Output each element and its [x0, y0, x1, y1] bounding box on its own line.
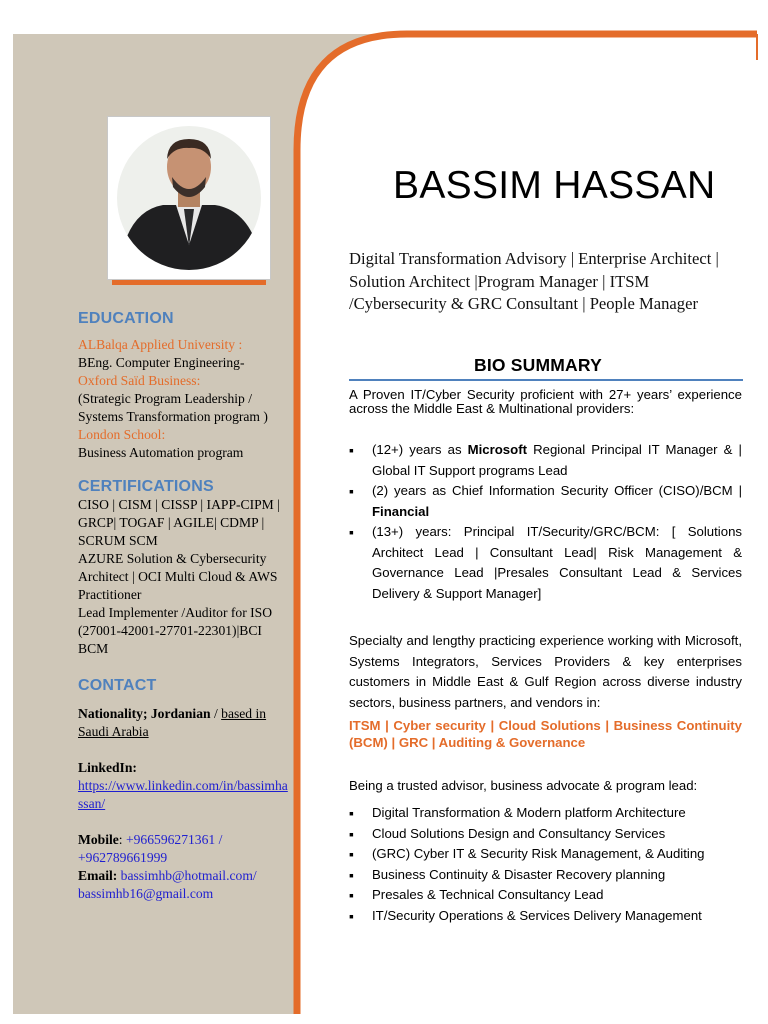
profile-photo-image [108, 117, 270, 279]
specialty-paragraph: Specialty and lengthy practicing experience working with Microsoft, Systems Integrators, Services Providers & key enterprises customers in Middle East & Gulf Region across diverse industry sectors, business partners, and vendors in: [349, 633, 742, 710]
certifications-line: AZURE Solution & Cybersecurity Architect | OCI Multi Cloud & AWS Practitioner [78, 551, 278, 602]
mobile-line [78, 831, 290, 867]
role-post: Regional Principal IT Manager & | Global IT Support programs Lead [372, 442, 742, 478]
linkedin-link[interactable]: https://www.linkedin.com/in/bassimhassan/ [78, 778, 288, 811]
email-line [78, 867, 290, 903]
education-school: Oxford Saïd Business: [78, 373, 201, 388]
email-value[interactable]: bassimhb@hotmail.com/ bassimhb16@gmail.com [78, 868, 257, 901]
email-label: Email: [78, 868, 118, 883]
nationality-label: Nationality; Jordanian [78, 706, 211, 721]
mobile-separator: : [118, 832, 126, 847]
role-pre: (12+) years as [372, 442, 468, 457]
list-item [349, 481, 742, 522]
bio-heading: BIO SUMMARY [474, 355, 602, 375]
roles-list [349, 440, 742, 604]
nationality-separator: / [210, 706, 222, 721]
bio-divider [349, 379, 743, 381]
location-text: based in Saudi Arabia [78, 706, 267, 739]
education-section [78, 310, 293, 462]
mobile-value[interactable]: +966596271361 / +962789661999 [78, 832, 223, 865]
education-detail: (Strategic Program Leadership / Systems Transformation program ) [78, 391, 268, 424]
education-heading: EDUCATION [78, 310, 174, 327]
profile-photo [107, 116, 271, 280]
role-bold: Microsoft [467, 442, 527, 457]
certifications-heading: CERTIFICATIONS [78, 478, 214, 495]
certifications-line: CISO | CISM | CISSP | IAPP-CIPM | GRCP| TOGAF | AGILE| CDMP | SCRUM SCM [78, 497, 280, 548]
education-detail: Business Automation program [78, 445, 244, 460]
bio-intro: A Proven IT/Cyber Security proficient with 27+ years’ experience across the Middle East & Multinational providers: [349, 387, 742, 416]
list-item: ▪ Cloud Solutions Design and Consultancy Services [349, 824, 742, 845]
skills-list [349, 803, 742, 926]
list-item [349, 440, 742, 481]
list-item: ▪ IT/Security Operations & Services Delivery Management [349, 906, 742, 927]
profile-tagline: Digital Transformation Advisory | Enterprise Architect | Solution Architect |Program Manager | ITSM /Cybersecurity & GRC Consultant | People Manager [349, 249, 719, 313]
list-item [349, 522, 742, 604]
profile-name: BASSIM HASSAN [393, 164, 716, 207]
advisor-intro: Being a trusted advisor, business advocate & program lead: [349, 778, 698, 793]
role-bold: Financial [372, 503, 430, 519]
contact-heading: CONTACT [78, 677, 157, 694]
list-item: ▪ Digital Transformation & Modern platform Architecture [349, 803, 742, 824]
role-pre: (13+) years: Principal IT/Security/GRC/BCM: [ Solutions Architect Lead | Consultant Lead| Risk Management & Governance Lead |Presales Consultant Lead & Services Delivery & Support Manager] [372, 524, 742, 601]
role-pre: (2) years as Chief Information Security Officer (CISO)/BCM | [372, 483, 742, 498]
certifications-line: Lead Implementer /Auditor for ISO (27001-42001-27701-22301)|BCI BCM [78, 605, 273, 656]
contact-section [78, 677, 290, 903]
list-item: ▪ (GRC) Cyber IT & Security Risk Management, & Auditing [349, 844, 742, 865]
list-item: ▪ Business Continuity & Disaster Recovery planning [349, 865, 742, 886]
education-school: London School: [78, 427, 166, 442]
mobile-label: Mobile [78, 832, 119, 847]
highlights-text: ITSM | Cyber security | Cloud Solutions | Business Continuity (BCM) | GRC | Auditing & Governance [349, 718, 742, 750]
nationality-line [78, 705, 290, 741]
list-item: ▪ Presales & Technical Consultancy Lead [349, 885, 742, 906]
certifications-section [78, 478, 288, 658]
education-school: ALBalqa Applied University : [78, 337, 243, 352]
linkedin-label: LinkedIn: [78, 760, 137, 775]
education-detail: BEng. Computer Engineering- [78, 355, 245, 370]
